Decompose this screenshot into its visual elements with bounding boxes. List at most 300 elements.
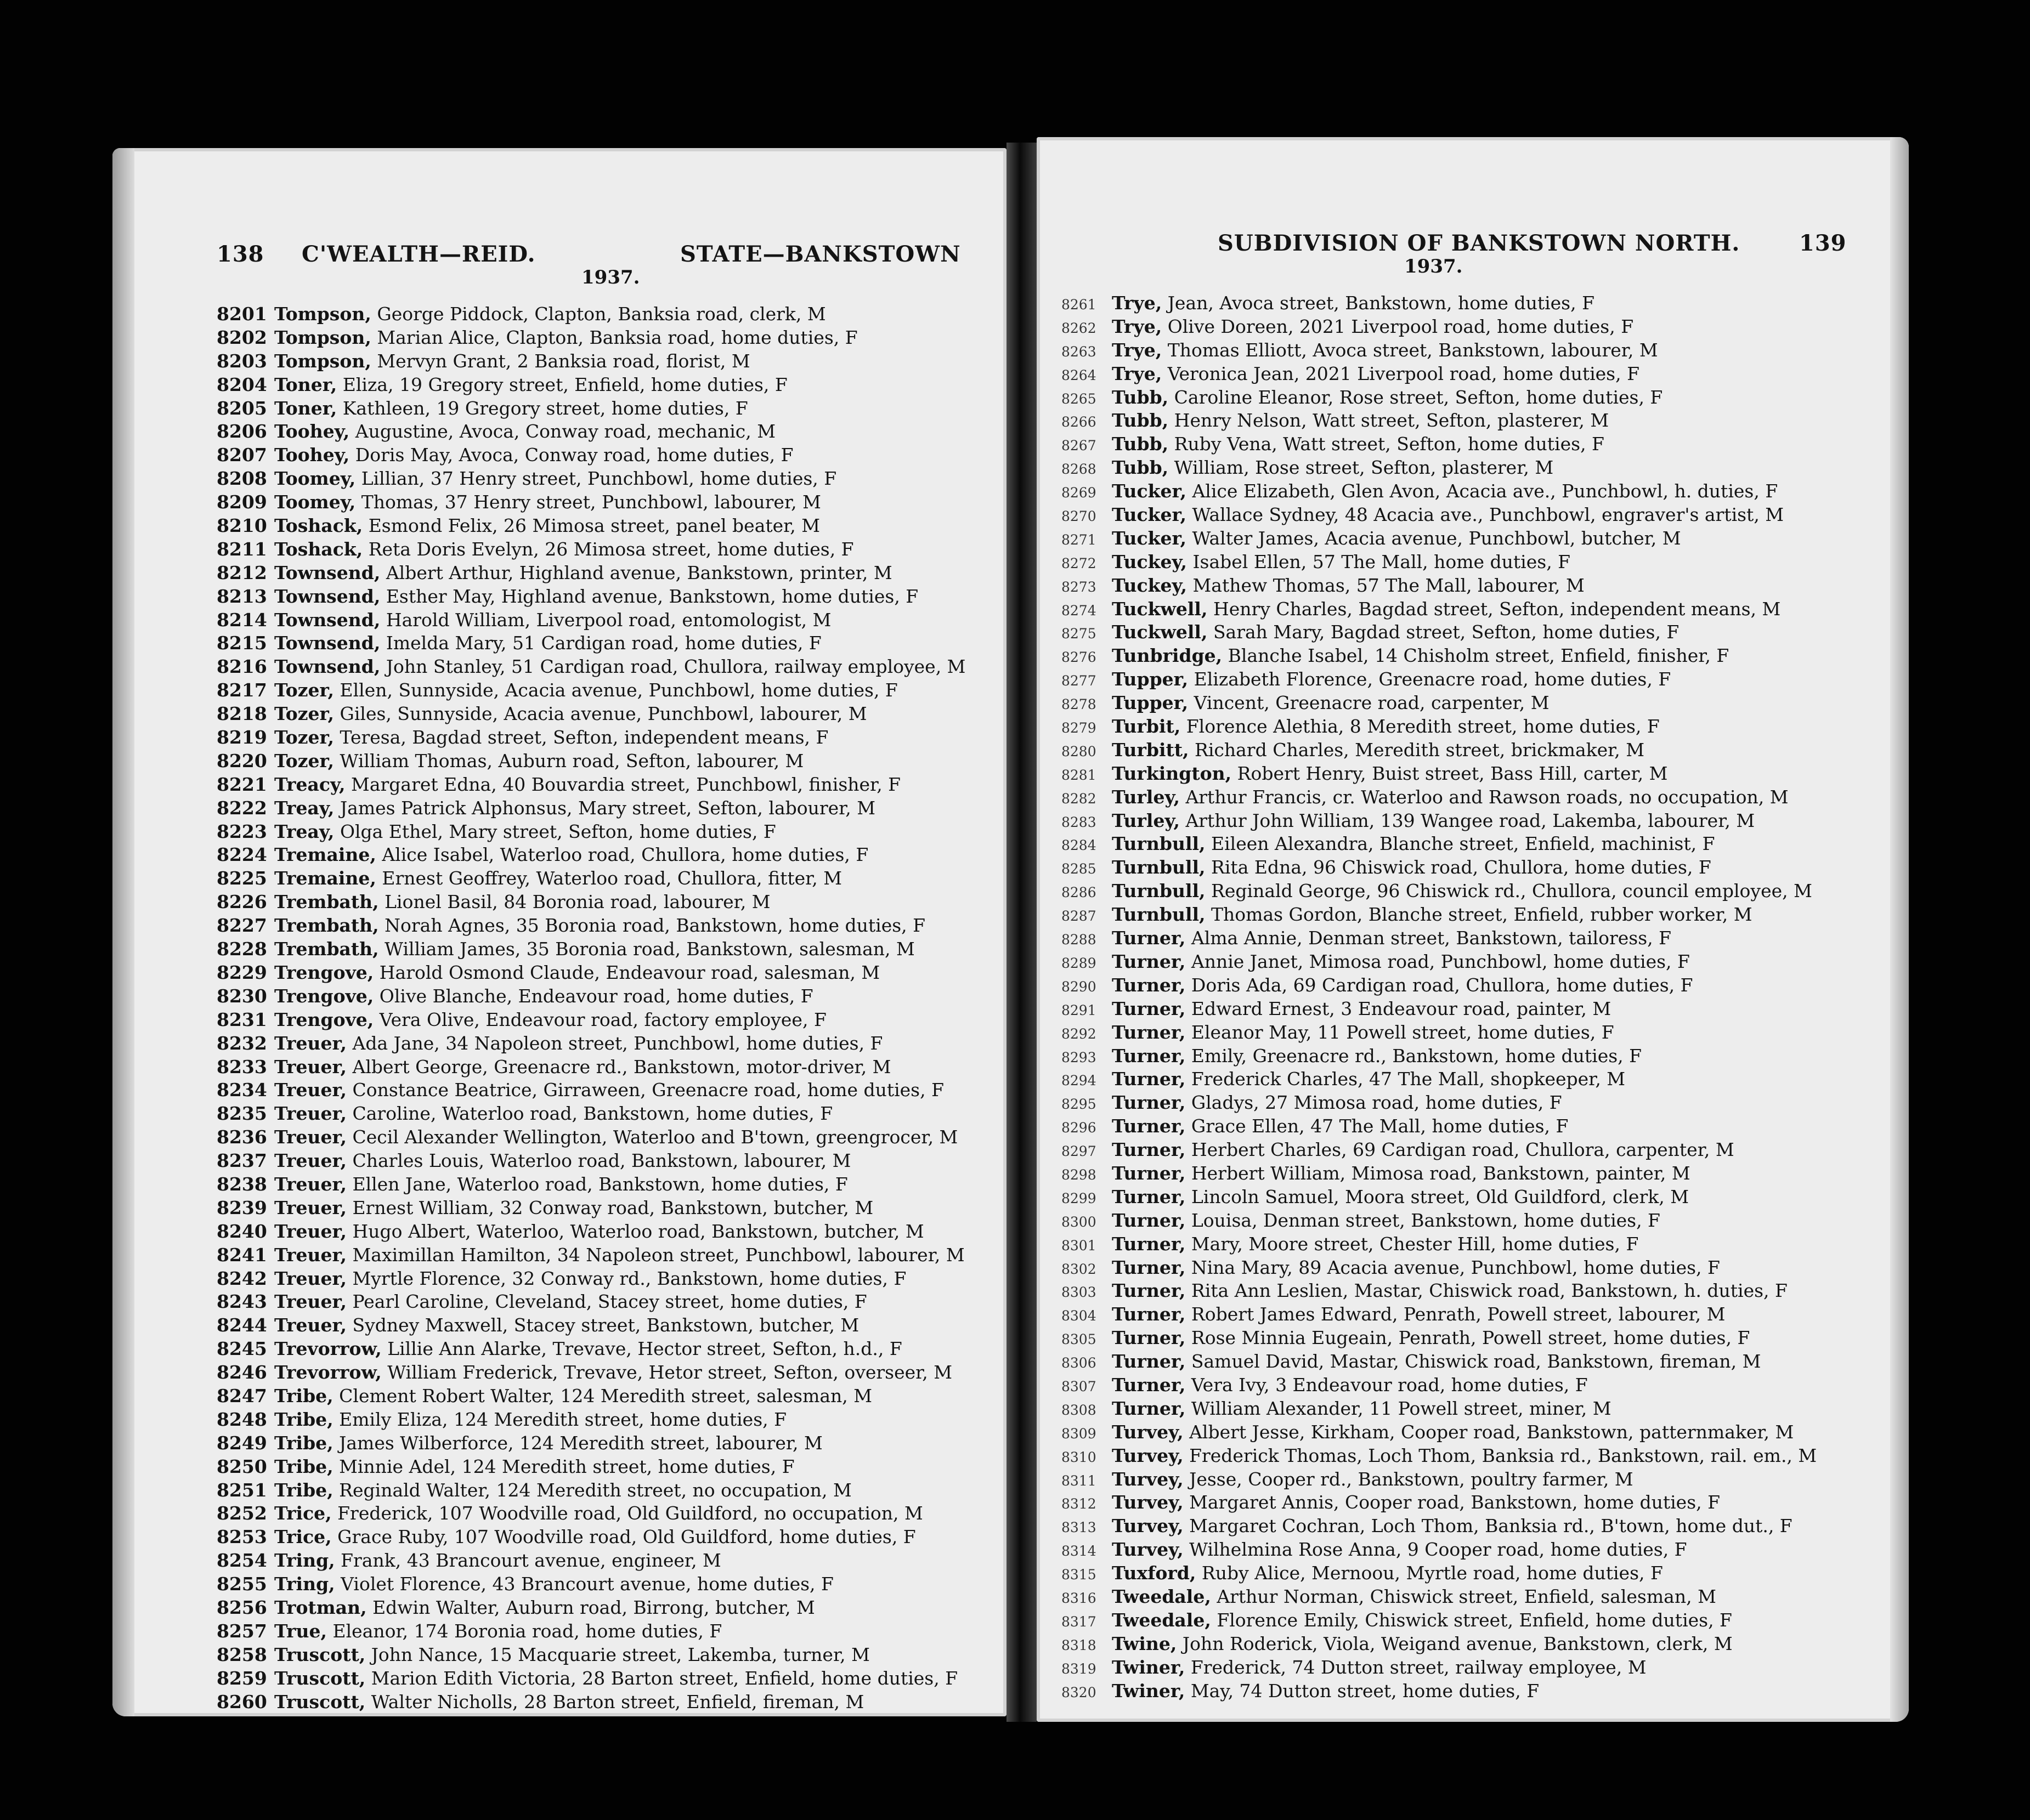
- roll-entry: [217, 1149, 996, 1173]
- entry-details: John Roderick, Viola, Weigand avenue, Bankstown, clerk, M: [1182, 1632, 1733, 1654]
- entry-surname: Turbit,: [1112, 716, 1181, 738]
- entry-surname: Tompson,: [274, 303, 371, 325]
- entry-details: Reginald Walter, 124 Meredith street, no occupation, M: [339, 1479, 852, 1501]
- roll-entry: [217, 1244, 996, 1267]
- entry-details: Blanche Isabel, 14 Chisholm street, Enfield, finisher, F: [1228, 645, 1729, 667]
- entry-details: Olive Doreen, 2021 Liverpool road, home duties, F: [1167, 315, 1634, 337]
- entry-surname: Turner,: [1112, 1397, 1186, 1419]
- entry-details: William James, 35 Boronia road, Bankstown, salesman, M: [384, 938, 915, 960]
- roll-entry: [217, 1408, 996, 1432]
- entry-surname: Tucker,: [1112, 480, 1186, 502]
- roll-entry: [1061, 433, 1881, 456]
- roll-entry: [1061, 1421, 1881, 1444]
- entry-number: 8256: [217, 1596, 267, 1618]
- entry-details: Albert Jesse, Kirkham, Cooper road, Bankstown, patternmaker, M: [1189, 1421, 1794, 1443]
- roll-entry: [1061, 1609, 1881, 1632]
- roll-entry: [217, 1102, 996, 1126]
- entry-number: 8214: [217, 609, 267, 631]
- roll-entry: [1061, 1256, 1881, 1280]
- entry-details: Gladys, 27 Mimosa road, home duties, F: [1191, 1092, 1562, 1114]
- entry-surname: Turner,: [1112, 1115, 1186, 1137]
- entry-number: 8300: [1061, 1214, 1096, 1230]
- entry-surname: Toshack,: [274, 515, 363, 537]
- roll-entry: [1061, 1138, 1881, 1162]
- entry-details: Hugo Albert, Waterloo, Waterloo road, Bankstown, butcher, M: [352, 1220, 924, 1242]
- page-number: 139: [1799, 230, 1847, 256]
- roll-entry: [1061, 574, 1881, 598]
- entry-number: 8269: [1061, 485, 1096, 501]
- roll-entry: [217, 1596, 996, 1620]
- entry-details: Robert Henry, Buist street, Bass Hill, carter, M: [1237, 762, 1668, 784]
- entry-number: 8304: [1061, 1308, 1096, 1324]
- entry-details: Alice Elizabeth, Glen Avon, Acacia ave., Punchbowl, h. duties, F: [1192, 480, 1778, 502]
- entry-number: 8201: [217, 303, 267, 325]
- entry-details: Ellen, Sunnyside, Acacia avenue, Punchbowl, home duties, F: [340, 679, 898, 701]
- entry-number: 8303: [1061, 1284, 1096, 1301]
- entry-details: Margaret Annis, Cooper road, Bankstown, home duties, F: [1189, 1492, 1721, 1513]
- entry-surname: Toomey,: [274, 468, 356, 490]
- entry-details: Frederick Thomas, Loch Thom, Banksia rd., Bankstown, rail. em., M: [1189, 1444, 1817, 1466]
- entry-number: 8248: [217, 1408, 267, 1430]
- entry-surname: Turner,: [1112, 927, 1186, 949]
- entry-surname: Trye,: [1112, 315, 1162, 337]
- entry-surname: Turner,: [1112, 1233, 1186, 1255]
- entry-details: Rita Edna, 96 Chiswick road, Chullora, home duties, F: [1211, 857, 1711, 878]
- left-page-header: [112, 241, 1006, 291]
- entry-surname: Twine,: [1112, 1632, 1177, 1654]
- entry-surname: Turvey,: [1112, 1539, 1184, 1561]
- entry-number: 8285: [1061, 861, 1096, 877]
- entry-surname: Turvey,: [1112, 1515, 1184, 1537]
- left-page: [112, 148, 1006, 1716]
- entry-details: Cecil Alexander Wellington, Waterloo and B'town, greengrocer, M: [352, 1126, 958, 1148]
- entry-number: 8261: [1061, 297, 1096, 313]
- entry-number: 8301: [1061, 1237, 1096, 1254]
- roll-entries-left: [217, 303, 996, 1714]
- roll-entry: [217, 1056, 996, 1079]
- entry-number: 8283: [1061, 814, 1096, 830]
- entry-details: Constance Beatrice, Girraween, Greenacre road, home duties, F: [352, 1079, 944, 1101]
- roll-entry: [217, 1008, 996, 1032]
- entry-details: Lillie Ann Alarke, Trevave, Hector street, Sefton, h.d., F: [387, 1338, 902, 1360]
- roll-entry: [1061, 362, 1881, 386]
- roll-entry: [217, 1502, 996, 1526]
- roll-entry: [1061, 832, 1881, 856]
- entry-details: Edwin Walter, Auburn road, Birrong, butcher, M: [372, 1596, 815, 1618]
- entry-surname: Tucker,: [1112, 527, 1186, 549]
- entry-details: Thomas Gordon, Blanche street, Enfield, rubber worker, M: [1211, 904, 1752, 926]
- roll-entry: [217, 467, 996, 491]
- entry-number: 8211: [217, 538, 267, 560]
- entry-surname: Trengove,: [274, 961, 374, 983]
- entry-surname: Tribe,: [274, 1479, 333, 1501]
- roll-entry: [1061, 1515, 1881, 1538]
- roll-entry: [217, 397, 996, 421]
- roll-entry: [217, 1667, 996, 1691]
- entry-surname: Turner,: [1112, 1351, 1186, 1373]
- roll-entry: [1061, 1303, 1881, 1326]
- roll-entry: [217, 350, 996, 373]
- entry-details: Wallace Sydney, 48 Acacia ave., Punchbowl, engraver's artist, M: [1192, 504, 1784, 526]
- entry-details: Lincoln Samuel, Moora street, Old Guildford, clerk, M: [1191, 1186, 1689, 1207]
- right-page: [1037, 137, 1909, 1722]
- entry-surname: Turnbull,: [1112, 880, 1206, 902]
- entry-number: 8232: [217, 1032, 267, 1054]
- roll-entry: [1061, 809, 1881, 833]
- entry-details: Emily, Greenacre rd., Bankstown, home duties, F: [1191, 1045, 1642, 1067]
- entry-details: Doris Ada, 69 Cardigan road, Chullora, home duties, F: [1191, 974, 1693, 996]
- entry-details: Frank, 43 Brancourt avenue, engineer, M: [341, 1550, 721, 1572]
- entry-number: 8289: [1061, 955, 1096, 971]
- entry-details: Walter James, Acacia avenue, Punchbowl, butcher, M: [1192, 527, 1681, 549]
- entry-surname: Turner,: [1112, 1280, 1186, 1302]
- entry-number: 8205: [217, 397, 267, 419]
- entry-details: Richard Charles, Meredith street, brickmaker, M: [1195, 739, 1645, 761]
- roll-entry: [217, 1385, 996, 1408]
- entry-surname: Tupper,: [1112, 668, 1189, 690]
- entry-number: 8240: [217, 1220, 267, 1242]
- roll-entry: [1061, 1350, 1881, 1374]
- entry-details: Eleanor, 174 Boronia road, home duties, F: [332, 1620, 722, 1642]
- entry-surname: Turner,: [1112, 1209, 1186, 1231]
- entry-number: 8213: [217, 585, 267, 607]
- roll-entry: [1061, 315, 1881, 339]
- entry-number: 8224: [217, 844, 267, 866]
- entry-number: 8277: [1061, 673, 1096, 689]
- entry-details: Minnie Adel, 124 Meredith street, home duties, F: [339, 1455, 795, 1477]
- entry-number: 8242: [217, 1267, 267, 1289]
- roll-entry: [217, 914, 996, 938]
- entry-details: Sydney Maxwell, Stacey street, Bankstown, butcher, M: [352, 1314, 860, 1336]
- entry-surname: Tucker,: [1112, 504, 1186, 526]
- roll-entry: [1061, 950, 1881, 974]
- roll-entry: [1061, 503, 1881, 527]
- entry-number: 8203: [217, 350, 267, 372]
- entry-details: Lillian, 37 Henry street, Punchbowl, home duties, F: [361, 468, 837, 490]
- entry-surname: Tunbridge,: [1112, 645, 1223, 667]
- roll-entry: [1061, 1068, 1881, 1091]
- entry-surname: Turner,: [1112, 1162, 1186, 1184]
- entry-number: 8284: [1061, 837, 1096, 854]
- entry-surname: Toohey,: [274, 421, 350, 443]
- entry-surname: Trice,: [274, 1503, 332, 1524]
- entry-details: James Wilberforce, 124 Meredith street, labourer, M: [339, 1432, 823, 1454]
- entry-number: 8270: [1061, 508, 1096, 525]
- roll-entry: [1061, 598, 1881, 621]
- entry-surname: Treay,: [274, 797, 335, 819]
- entry-surname: Turnbull,: [1112, 904, 1206, 926]
- entry-surname: Turner,: [1112, 1256, 1186, 1278]
- entry-number: 8265: [1061, 390, 1096, 407]
- entry-number: 8274: [1061, 602, 1096, 619]
- entry-surname: Trengove,: [274, 1008, 374, 1030]
- entry-number: 8272: [1061, 555, 1096, 571]
- entry-surname: Treuer,: [274, 1103, 347, 1125]
- entry-surname: Truscott,: [274, 1643, 366, 1665]
- book-spread: [112, 126, 1928, 1733]
- entry-number: 8296: [1061, 1120, 1096, 1136]
- entry-details: Nina Mary, 89 Acacia avenue, Punchbowl, home duties, F: [1191, 1256, 1720, 1278]
- entry-details: William Frederick, Trevave, Hetor street, Sefton, overseer, M: [387, 1362, 953, 1384]
- entry-number: 8312: [1061, 1496, 1096, 1512]
- entry-surname: Tompson,: [274, 350, 371, 372]
- entry-number: 8291: [1061, 1002, 1096, 1018]
- entry-details: Rita Ann Leslien, Mastar, Chiswick road, Bankstown, h. duties, F: [1191, 1280, 1788, 1302]
- entry-surname: Tozer,: [274, 703, 334, 725]
- entry-number: 8299: [1061, 1190, 1096, 1206]
- roll-entry: [1061, 880, 1881, 903]
- entry-surname: Treuer,: [274, 1079, 347, 1101]
- entry-surname: Tuckwell,: [1112, 621, 1208, 643]
- entry-details: Maximillan Hamilton, 34 Napoleon street, Punchbowl, labourer, M: [352, 1244, 965, 1266]
- roll-entry: [217, 1267, 996, 1291]
- roll-entry: [1061, 1115, 1881, 1138]
- entry-number: 8273: [1061, 579, 1096, 595]
- entry-number: 8313: [1061, 1519, 1096, 1536]
- entry-surname: Turkington,: [1112, 762, 1232, 784]
- entry-number: 8245: [217, 1338, 267, 1360]
- roll-entry: [217, 1573, 996, 1596]
- entry-details: Elizabeth Florence, Greenacre road, home duties, F: [1194, 668, 1671, 690]
- entry-number: 8238: [217, 1173, 267, 1195]
- entry-surname: Trembath,: [274, 938, 379, 960]
- roll-entry: [1061, 644, 1881, 668]
- roll-entry: [1061, 292, 1881, 315]
- entry-number: 8271: [1061, 531, 1096, 548]
- entry-number: 8292: [1061, 1025, 1096, 1042]
- roll-entry: [217, 985, 996, 1008]
- roll-entry: [1061, 1491, 1881, 1515]
- entry-number: 8208: [217, 468, 267, 490]
- roll-entry: [1061, 456, 1881, 480]
- entry-surname: Tribe,: [274, 1408, 333, 1430]
- roll-entry: [217, 585, 996, 609]
- roll-entry: [217, 867, 996, 891]
- roll-entry: [1061, 1021, 1881, 1045]
- entry-details: Albert George, Greenacre rd., Bankstown, motor-driver, M: [352, 1056, 891, 1078]
- entry-surname: Trengove,: [274, 985, 374, 1007]
- entry-details: Olga Ethel, Mary street, Sefton, home duties, F: [340, 820, 776, 842]
- entry-number: 8295: [1061, 1096, 1096, 1113]
- roll-entry: [217, 1361, 996, 1385]
- entry-details: Marian Alice, Clapton, Banksia road, home duties, F: [377, 326, 858, 348]
- entry-surname: Treuer,: [274, 1291, 347, 1313]
- entry-details: James Patrick Alphonsus, Mary street, Sefton, labourer, M: [340, 797, 876, 819]
- entry-surname: Tubb,: [1112, 457, 1169, 479]
- entry-surname: Turner,: [1112, 950, 1186, 972]
- entry-details: Sarah Mary, Bagdad street, Sefton, home duties, F: [1213, 621, 1680, 643]
- roll-entry: [217, 797, 996, 820]
- roll-entry: [1061, 903, 1881, 927]
- entry-number: 8293: [1061, 1049, 1096, 1065]
- entry-surname: Trevorrow,: [274, 1362, 382, 1384]
- entry-number: 8306: [1061, 1355, 1096, 1371]
- entry-details: Jean, Avoca street, Bankstown, home duties, F: [1167, 292, 1594, 314]
- entry-number: 8290: [1061, 978, 1096, 995]
- entry-surname: Turner,: [1112, 1045, 1186, 1067]
- entry-details: Robert James Edward, Penrath, Powell street, labourer, M: [1191, 1303, 1726, 1325]
- entry-details: Giles, Sunnyside, Acacia avenue, Punchbowl, labourer, M: [340, 703, 867, 725]
- roll-entry: [217, 773, 996, 797]
- entry-number: 8223: [217, 820, 267, 842]
- roll-entry: [217, 679, 996, 702]
- entry-surname: Truscott,: [274, 1667, 366, 1689]
- entry-number: 8259: [217, 1667, 267, 1689]
- entry-details: Vera Ivy, 3 Endeavour road, home duties, F: [1191, 1374, 1588, 1396]
- entry-surname: Tozer,: [274, 750, 334, 772]
- entry-surname: Turvey,: [1112, 1492, 1184, 1513]
- entry-details: Thomas, 37 Henry street, Punchbowl, labourer, M: [361, 491, 821, 513]
- entry-surname: Trembath,: [274, 891, 379, 913]
- entry-surname: Turner,: [1112, 1092, 1186, 1114]
- entry-number: 8315: [1061, 1567, 1096, 1583]
- entry-number: 8255: [217, 1573, 267, 1595]
- roll-entry: [1061, 927, 1881, 950]
- roll-entries-right: [1061, 292, 1881, 1703]
- entry-details: May, 74 Dutton street, home duties, F: [1190, 1680, 1540, 1702]
- entry-number: 8275: [1061, 626, 1096, 642]
- entry-surname: Treacy,: [274, 773, 346, 795]
- entry-details: Henry Charles, Bagdad street, Sefton, independent means, M: [1213, 598, 1781, 620]
- year-label: 1937.: [581, 267, 640, 288]
- entry-surname: Treuer,: [274, 1314, 347, 1336]
- roll-entry: [1061, 1680, 1881, 1703]
- entry-details: Margaret Cochran, Loch Thom, Banksia rd., B'town, home dut., F: [1189, 1515, 1792, 1537]
- entry-number: 8235: [217, 1103, 267, 1125]
- entry-number: 8251: [217, 1479, 267, 1501]
- roll-entry: [217, 632, 996, 655]
- roll-entry: [217, 1126, 996, 1149]
- entry-details: Frederick Charles, 47 The Mall, shopkeeper, M: [1191, 1068, 1626, 1090]
- entry-details: Esmond Felix, 26 Mimosa street, panel beater, M: [368, 515, 821, 537]
- entry-surname: Toomey,: [274, 491, 356, 513]
- entry-details: Eileen Alexandra, Blanche street, Enfield, machinist, F: [1211, 833, 1715, 855]
- roll-entry: [217, 1432, 996, 1455]
- entry-details: Eleanor May, 11 Powell street, home duties, F: [1191, 1021, 1614, 1043]
- entry-surname: Tribe,: [274, 1432, 333, 1454]
- roll-entry: [1061, 409, 1881, 433]
- entry-surname: Treuer,: [274, 1150, 347, 1172]
- roll-entry: [1061, 997, 1881, 1021]
- entry-surname: Turvey,: [1112, 1421, 1184, 1443]
- entry-details: Grace Ellen, 47 The Mall, home duties, F: [1191, 1115, 1569, 1137]
- entry-details: Isabel Ellen, 57 The Mall, home duties, F: [1192, 551, 1571, 572]
- entry-surname: Tuckwell,: [1112, 598, 1208, 620]
- roll-entry: [1061, 1209, 1881, 1233]
- header-right-title: STATE—BANKSTOWN: [680, 241, 961, 267]
- entry-details: Grace Ruby, 107 Woodville road, Old Guildford, home duties, F: [337, 1526, 916, 1548]
- entry-number: 8302: [1061, 1261, 1096, 1277]
- roll-entry: [217, 820, 996, 844]
- entry-number: 8212: [217, 562, 267, 583]
- entry-details: Ernest Geoffrey, Waterloo road, Chullora, fitter, M: [382, 868, 842, 889]
- roll-entry: [1061, 551, 1881, 574]
- entry-number: 8308: [1061, 1402, 1096, 1418]
- entry-surname: Tubb,: [1112, 386, 1169, 408]
- entry-number: 8298: [1061, 1166, 1096, 1183]
- entry-number: 8228: [217, 938, 267, 960]
- entry-surname: Tring,: [274, 1550, 335, 1572]
- entry-number: 8246: [217, 1362, 267, 1384]
- entry-surname: Tweedale,: [1112, 1585, 1211, 1607]
- entry-surname: Turnbull,: [1112, 833, 1206, 855]
- entry-details: Veronica Jean, 2021 Liverpool road, home duties, F: [1167, 362, 1639, 384]
- entry-surname: Trembath,: [274, 915, 379, 937]
- entry-surname: Townsend,: [274, 585, 381, 607]
- roll-entry: [217, 1290, 996, 1314]
- entry-details: Lionel Basil, 84 Boronia road, labourer, M: [384, 891, 771, 913]
- roll-entry: [217, 609, 996, 632]
- entry-details: Reta Doris Evelyn, 26 Mimosa street, home duties, F: [368, 538, 854, 560]
- entry-details: Ernest William, 32 Conway road, Bankstown, butcher, M: [352, 1197, 874, 1218]
- entry-surname: Turley,: [1112, 809, 1180, 831]
- entry-details: Louisa, Denman street, Bankstown, home duties, F: [1191, 1209, 1660, 1231]
- entry-details: Kathleen, 19 Gregory street, home duties, F: [342, 397, 748, 419]
- entry-surname: Turvey,: [1112, 1444, 1184, 1466]
- entry-number: 8229: [217, 961, 267, 983]
- roll-entry: [1061, 786, 1881, 809]
- entry-number: 8268: [1061, 461, 1096, 478]
- entry-details: Herbert Charles, 69 Cardigan road, Chullora, carpenter, M: [1191, 1139, 1734, 1161]
- entry-details: Eliza, 19 Gregory street, Enfield, home duties, F: [342, 373, 788, 395]
- entry-number: 8254: [217, 1550, 267, 1572]
- entry-number: 8230: [217, 985, 267, 1007]
- entry-details: Clement Robert Walter, 124 Meredith street, salesman, M: [339, 1385, 873, 1407]
- entry-details: Ruby Alice, Mernoou, Myrtle road, home duties, F: [1201, 1562, 1663, 1584]
- entry-details: Vincent, Greenacre road, carpenter, M: [1194, 692, 1550, 714]
- entry-surname: Toshack,: [274, 538, 363, 560]
- roll-entry: [217, 655, 996, 679]
- entry-surname: Turner,: [1112, 1139, 1186, 1161]
- entry-surname: Treuer,: [274, 1197, 347, 1218]
- roll-entry: [217, 1479, 996, 1503]
- entry-surname: Treuer,: [274, 1267, 347, 1289]
- entry-surname: Turvey,: [1112, 1468, 1184, 1490]
- entry-details: Edward Ernest, 3 Endeavour road, painter, M: [1191, 997, 1611, 1019]
- entry-details: William Alexander, 11 Powell street, miner, M: [1191, 1397, 1611, 1419]
- entry-details: Olive Blanche, Endeavour road, home duties, F: [379, 985, 813, 1007]
- entry-surname: Toohey,: [274, 444, 350, 466]
- entry-surname: Turner,: [1112, 1303, 1186, 1325]
- entry-number: 8282: [1061, 790, 1096, 807]
- entry-details: Frederick, 107 Woodville road, Old Guildford, no occupation, M: [337, 1503, 923, 1524]
- entry-number: 8281: [1061, 767, 1096, 783]
- entry-number: 8219: [217, 727, 267, 749]
- entry-number: 8222: [217, 797, 267, 819]
- roll-entry: [1061, 1045, 1881, 1068]
- entry-surname: Treuer,: [274, 1173, 347, 1195]
- entry-number: 8286: [1061, 885, 1096, 901]
- entry-number: 8209: [217, 491, 267, 513]
- roll-entry: [1061, 1656, 1881, 1680]
- entry-number: 8220: [217, 750, 267, 772]
- entry-number: 8249: [217, 1432, 267, 1454]
- entry-details: George Piddock, Clapton, Banksia road, clerk, M: [377, 303, 826, 325]
- entry-surname: Tremaine,: [274, 868, 376, 889]
- entry-number: 8257: [217, 1620, 267, 1642]
- roll-entry: [1061, 1326, 1881, 1350]
- entry-details: Herbert William, Mimosa road, Bankstown, painter, M: [1191, 1162, 1690, 1184]
- roll-entry: [217, 750, 996, 773]
- entry-number: 8234: [217, 1079, 267, 1101]
- entry-details: Caroline, Waterloo road, Bankstown, home duties, F: [352, 1103, 833, 1125]
- roll-entry: [1061, 1091, 1881, 1115]
- entry-details: Mary, Moore street, Chester Hill, home duties, F: [1191, 1233, 1639, 1255]
- roll-entry: [1061, 856, 1881, 880]
- roll-entry: [1061, 621, 1881, 644]
- entry-details: Marion Edith Victoria, 28 Barton street, Enfield, home duties, F: [371, 1667, 958, 1689]
- entry-number: 8210: [217, 515, 267, 537]
